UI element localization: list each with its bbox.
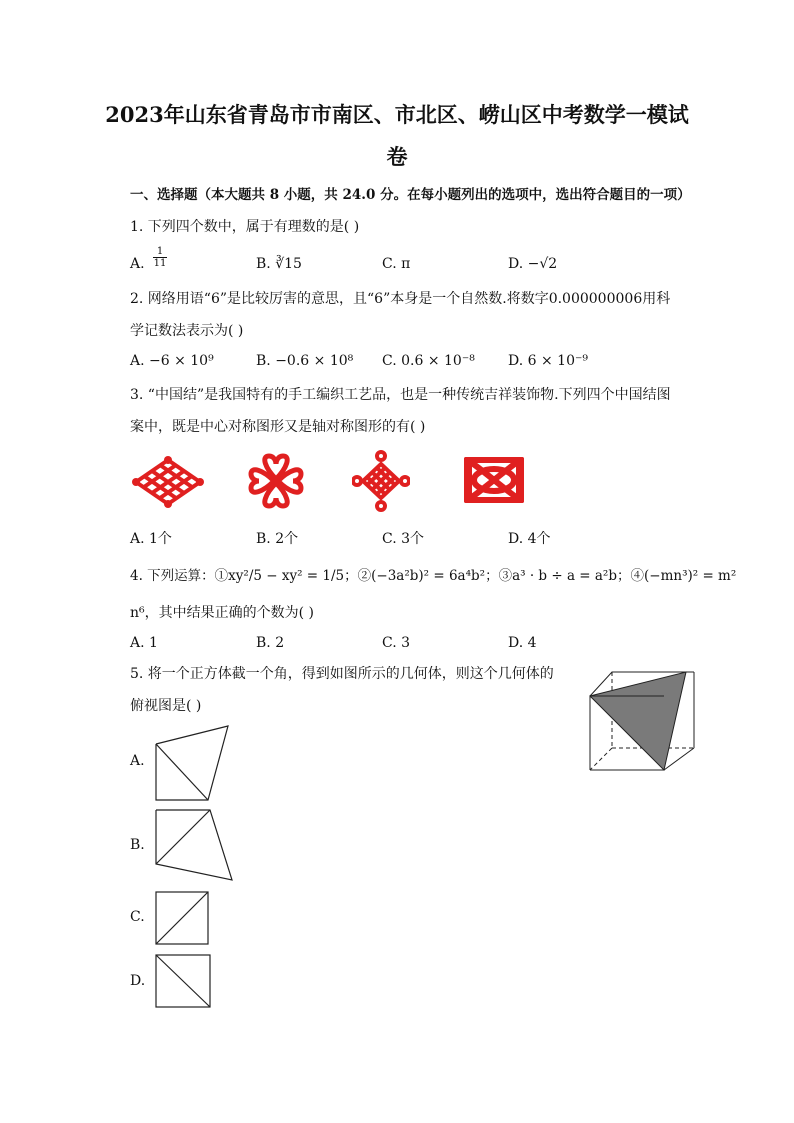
q5-option-b-label: B. [130, 837, 145, 853]
q4-option-d: D. 4 [508, 635, 537, 651]
cube-cut-figure-icon [586, 668, 698, 774]
q2-option-d: D. 6 × 10⁻⁹ [508, 353, 588, 369]
question-1-stem: 1. 下列四个数中，属于有理数的是( ) [130, 219, 360, 235]
section-heading: 一、选择题（本大题共 8 小题，共 24.0 分。在每小题列出的选项中，选出符合题目的一项） [130, 187, 691, 203]
q4-option-c: C. 3 [382, 635, 411, 651]
chinese-knot-2-icon [247, 452, 305, 510]
q2-option-b: B. −0.6 × 10⁸ [256, 353, 354, 369]
chinese-knot-3-icon [352, 450, 410, 512]
q5-option-a-label: A. [130, 753, 145, 769]
q1-option-a-fraction [153, 246, 167, 269]
option-shape-b-icon [154, 808, 236, 884]
q5-option-d-label: D. [130, 973, 146, 989]
fraction-denominator: 11 [153, 258, 167, 269]
q3-option-c: C. 3个 [382, 531, 425, 547]
chinese-knot-4-icon [462, 455, 526, 505]
question-2-stem-line1: 2. 网络用语“6”是比较厉害的意思，且“6”本身是一个自然数.将数字0.000000006用科 [130, 291, 671, 307]
question-2-stem-line2: 学记数法表示为( ) [130, 323, 244, 339]
q2-option-a: A. −6 × 10⁹ [130, 353, 214, 369]
question-4-stem-line2: n⁶，其中结果正确的个数为( ) [130, 605, 315, 621]
q4-option-a: A. 1 [130, 635, 158, 651]
option-shape-d-icon [154, 953, 212, 1009]
q4-option-b: B. 2 [256, 635, 285, 651]
q3-option-d: D. 4个 [508, 531, 551, 547]
q1-option-c: C. π [382, 256, 411, 272]
q3-option-b: B. 2个 [256, 531, 299, 547]
question-3-stem-line1: 3. “中国结”是我国特有的手工编织工艺品，也是一种传统吉祥装饰物.下列四个中国结图 [130, 387, 671, 403]
option-shape-c-icon [154, 890, 210, 946]
page-title-continued: 卷 [386, 144, 408, 169]
question-5-stem-line1: 5. 将一个正方体截一个角，得到如图所示的几何体，则这个几何体的 [130, 666, 554, 682]
question-4-stem-line1: 4. 下列运算：①xy²/5 − xy² = 1/5；②(−3a²b)² = 6a⁴b²；③a³ · b ÷ a = a²b；④(−mn³)² = m² [130, 568, 737, 584]
chinese-knot-1-icon [132, 456, 204, 508]
q1-option-b: B. ∛15 [256, 256, 302, 272]
q3-option-a: A. 1个 [130, 531, 172, 547]
q1-option-d: D. −√2 [508, 256, 558, 272]
page-title: 2023年山东省青岛市市南区、市北区、崂山区中考数学一模试 [105, 102, 689, 127]
option-shape-a-icon [154, 724, 230, 802]
q5-option-c-label: C. [130, 909, 145, 925]
question-5-stem-line2: 俯视图是( ) [130, 698, 202, 714]
fraction-numerator: 1 [156, 246, 164, 257]
q1-option-a-label: A. [130, 256, 145, 272]
q2-option-c: C. 0.6 × 10⁻⁸ [382, 353, 475, 369]
question-3-stem-line2: 案中，既是中心对称图形又是轴对称图形的有( ) [130, 419, 426, 435]
